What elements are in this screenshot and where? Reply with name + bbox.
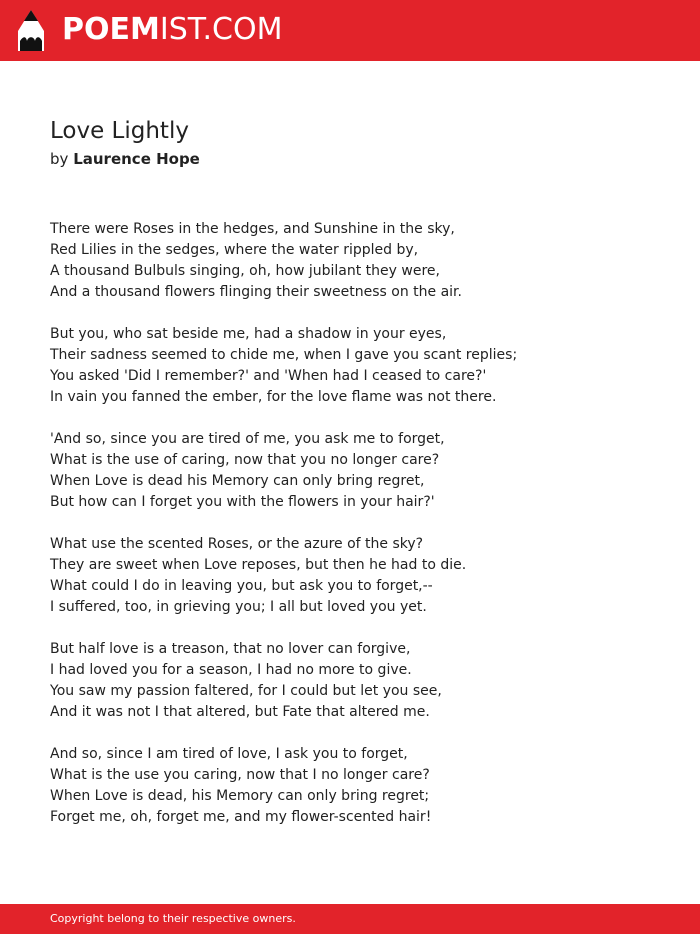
stanza-3	[50, 429, 670, 513]
poem-line: I had loved you for a season, I had no more to give.	[50, 662, 412, 678]
site-header	[0, 0, 700, 61]
poem-line: I suffered, too, in grieving you; I all but loved you yet.	[50, 599, 427, 615]
poem-line: But half love is a treason, that no lover can forgive,	[50, 641, 411, 657]
copyright-text: Copyright belong to their respective owners.	[50, 912, 296, 925]
stanza-2	[50, 324, 670, 408]
poem-line: What is the use you caring, now that I no longer care?	[50, 767, 430, 783]
poem-line: In vain you fanned the ember, for the love flame was not there.	[50, 389, 497, 405]
poem-line: When Love is dead his Memory can only bring regret,	[50, 473, 425, 489]
stanza-4	[50, 534, 670, 618]
brand-bold-text: POEM	[62, 12, 160, 47]
poem-line: When Love is dead, his Memory can only bring regret;	[50, 788, 430, 804]
poem-line: They are sweet when Love reposes, but then he had to die.	[50, 557, 467, 573]
site-footer	[0, 904, 700, 934]
poem-line: Their sadness seemed to chide me, when I gave you scant replies;	[50, 347, 518, 363]
poem-line: What use the scented Roses, or the azure of the sky?	[50, 536, 424, 552]
poem-author: Laurence Hope	[73, 150, 200, 168]
poem-body	[50, 219, 670, 828]
poem-line: What could I do in leaving you, but ask you to forget,--	[50, 578, 433, 594]
poem-title: Love Lightly	[50, 118, 189, 144]
poem-line: And a thousand flowers flinging their sweetness on the air.	[50, 284, 462, 300]
poem-line: You saw my passion faltered, for I could but let you see,	[50, 683, 442, 699]
brand-light-text: IST.COM	[159, 12, 283, 47]
poem-line: But you, who sat beside me, had a shadow in your eyes,	[50, 326, 447, 342]
pencil-tip-icon[interactable]	[17, 9, 45, 53]
poem-line: But how can I forget you with the flowers in your hair?'	[50, 494, 435, 510]
poem-line: What is the use of caring, now that you no longer care?	[50, 452, 440, 468]
poem-line: And so, since I am tired of love, I ask you to forget,	[50, 746, 408, 762]
poem-line: 'And so, since you are tired of me, you ask me to forget,	[50, 431, 445, 447]
poem-line: Forget me, oh, forget me, and my flower-scented hair!	[50, 809, 432, 825]
poem-content	[50, 114, 670, 849]
stanza-5	[50, 639, 670, 723]
poem-line: Red Lilies in the sedges, where the water rippled by,	[50, 242, 419, 258]
poem-byline	[50, 148, 670, 170]
poem-line: There were Roses in the hedges, and Sunshine in the sky,	[50, 221, 455, 237]
site-logo-text[interactable]	[62, 12, 282, 48]
stanza-6	[50, 744, 670, 828]
poem-line: A thousand Bulbuls singing, oh, how jubilant they were,	[50, 263, 440, 279]
poem-line: And it was not I that altered, but Fate that altered me.	[50, 704, 430, 720]
poem-line: You asked 'Did I remember?' and 'When had I ceased to care?'	[50, 368, 487, 384]
stanza-1	[50, 219, 670, 303]
byline-prefix: by	[50, 150, 69, 168]
